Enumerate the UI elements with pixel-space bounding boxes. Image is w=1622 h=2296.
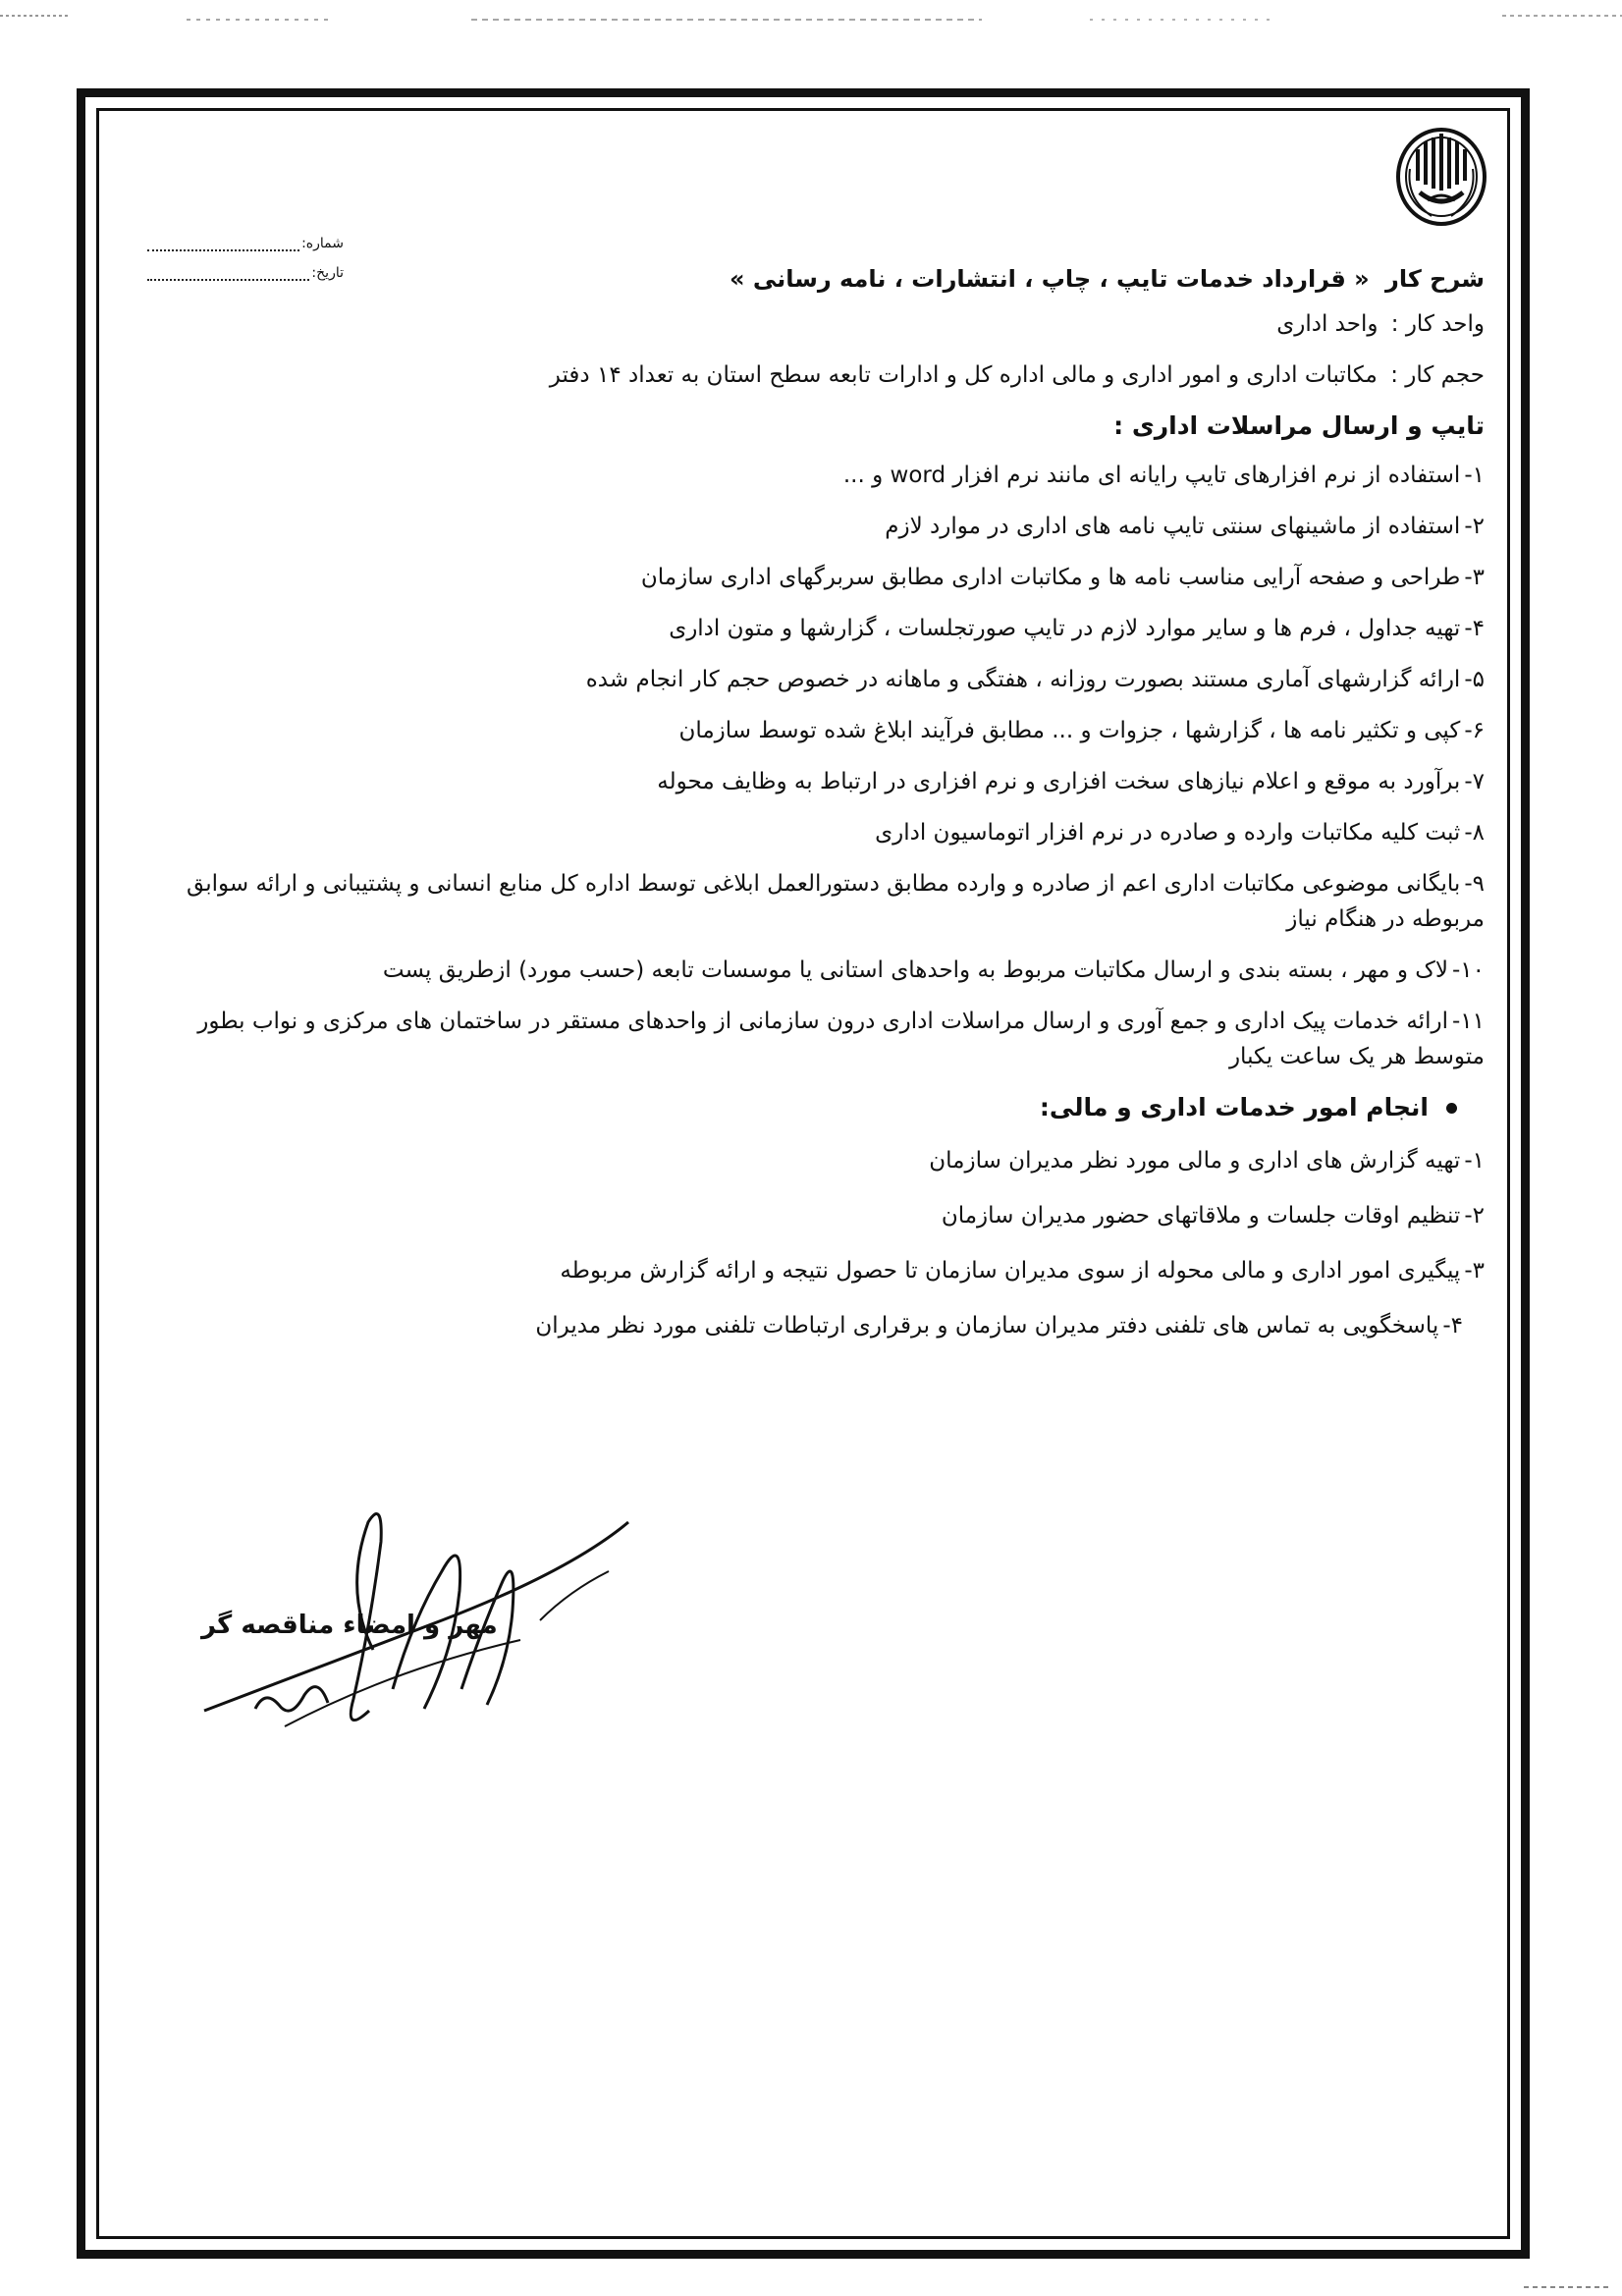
typing-section-heading: تایپ و ارسال مراسلات اداری : <box>1113 411 1485 440</box>
list-item: ۶-کپی و تکثیر نامه ها ، گزارشها ، جزوات و ... مطابق فرآیند ابلاغ شده توسط سازمان <box>678 718 1485 743</box>
scan-artifact-top <box>0 8 1622 22</box>
title-label: شرح کار <box>1385 265 1485 293</box>
services-heading-text: انجام امور خدمات اداری و مالی: <box>1039 1093 1429 1121</box>
document-title <box>130 261 1485 297</box>
date-label: تاریخ: <box>311 265 344 281</box>
work-unit-line <box>130 306 1485 342</box>
bullet-icon <box>1446 1103 1457 1114</box>
list-item: ۱-استفاده از نرم افزارهای تایپ رایانه ای مانند نرم افزار word و ... <box>842 463 1485 488</box>
signature-label: مهر و امضاء مناقصه گر <box>201 1611 498 1640</box>
typing-section-list <box>130 458 1485 1074</box>
list-item: ۲-استفاده از ماشینهای سنتی تایپ نامه های اداری در موارد لازم <box>885 514 1485 539</box>
list-item: ۹-بایگانی موضوعی مکاتبات اداری اعم از صادره و وارده مطابق دستورالعمل ابلاغی توسط اداره کل منابع انسانی و پشتیبانی و ارائه سوابق مربوطه در هنگام نیاز <box>187 871 1485 932</box>
number-label: شماره: <box>301 236 344 251</box>
list-item: ۸-ثبت کلیه مکاتبات وارده و صادره در نرم افزار اتوماسیون اداری <box>875 820 1485 846</box>
title-text: « قرارداد خدمات تایپ ، چاپ ، انتشارات ، نامه رسانی » <box>730 265 1370 293</box>
list-item: ۴-تهیه جداول ، فرم ها و سایر موارد لازم در تایپ صورتجلسات ، گزارشها و متون اداری <box>669 616 1485 641</box>
work-volume-value: مکاتبات اداری و امور اداری و مالی اداره کل و ادارات تابعه سطح استان به تعداد ۱۴ دفتر <box>549 362 1378 388</box>
list-item: ۱۱-ارائه خدمات پیک اداری و جمع آوری و ارسال مراسلات اداری درون سازمانی از واحدهای مستقر در ساختمان های مرکزی و نواب بطور متوسط هر یک ساعت یکبار <box>197 1009 1485 1069</box>
list-item: ۲-تنظیم اوقات جلسات و ملاقاتهای حضور مدیران سازمان <box>941 1203 1485 1229</box>
number-field <box>147 236 344 251</box>
list-item: ۳-طراحی و صفحه آرایی مناسب نامه ها و مکاتبات اداری مطابق سربرگهای اداری سازمان <box>640 565 1485 590</box>
document-body <box>130 261 1485 1363</box>
work-unit-label: واحد کار : <box>1390 311 1485 337</box>
work-volume-line <box>130 357 1485 393</box>
services-section-heading <box>130 1090 1457 1125</box>
number-dotted-line <box>147 240 299 251</box>
organization-emblem-icon <box>1392 120 1490 230</box>
handwritten-signature <box>196 1503 648 1777</box>
list-item: ۷-برآورد به موقع و اعلام نیازهای سخت افزاری و نرم افزاری در ارتباط به وظایف محوله <box>657 769 1485 794</box>
list-item: ۴-پاسخگویی به تماس های تلفنی دفتر مدیران سازمان و برقراری ارتباطات تلفنی مورد نظر مدیران <box>535 1313 1463 1339</box>
list-item: ۵-ارائه گزارشهای آماری مستند بصورت روزانه ، هفتگی و ماهانه در خصوص حجم کار انجام شده <box>585 667 1485 692</box>
services-section-list <box>130 1143 1485 1343</box>
work-unit-value: واحد اداری <box>1276 311 1379 337</box>
work-volume-label: حجم کار : <box>1390 362 1485 388</box>
list-item: ۱-تهیه گزارش های اداری و مالی مورد نظر مدیران سازمان <box>929 1148 1485 1174</box>
scan-artifact-bottom <box>1524 2284 1612 2290</box>
list-item: ۱۰-لاک و مهر ، بسته بندی و ارسال مکاتبات مربوط به واحدهای استانی یا موسسات تابعه (حسب مورد) ازطریق پست <box>382 957 1485 983</box>
list-item: ۳-پیگیری امور اداری و مالی محوله از سوی مدیران سازمان تا حصول نتیجه و ارائه گزارش مربوطه <box>560 1258 1485 1284</box>
